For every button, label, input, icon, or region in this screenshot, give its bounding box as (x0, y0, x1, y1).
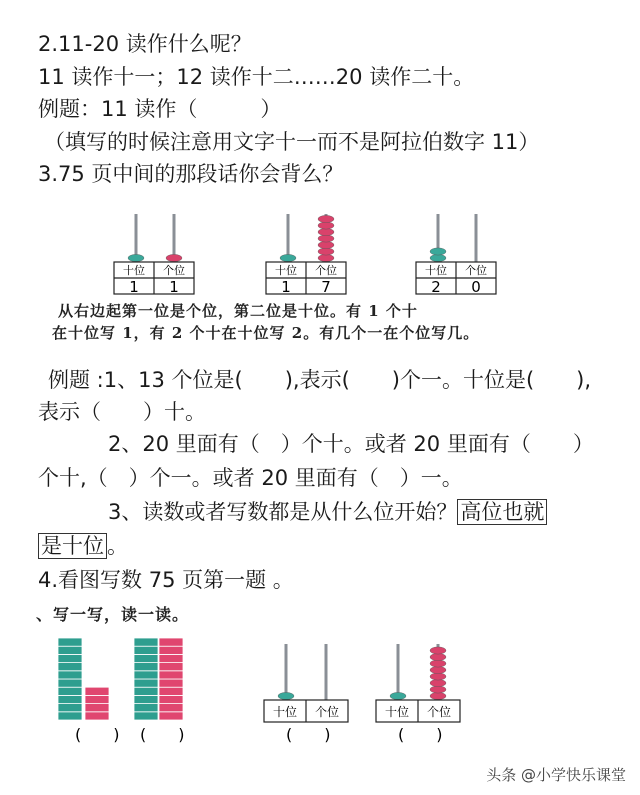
abacus-figure-4 (376, 644, 460, 744)
abacus-figure-3-tens-beads (278, 692, 294, 699)
unit-block (58, 663, 82, 671)
line-question-2: 2.11-20 读作什么呢？ (38, 32, 252, 56)
abacus-figure-3-answer: ( ) (286, 725, 331, 744)
abacus-figure-3 (264, 644, 348, 744)
example-3-period: 。 (107, 534, 128, 558)
abacus-bead (390, 692, 406, 699)
unit-block (159, 638, 183, 646)
unit-block (134, 671, 158, 679)
abacus-11-label-tens: 十位 (123, 264, 145, 277)
abacus-20-digit-ones: 0 (471, 278, 481, 296)
unit-block (58, 695, 82, 703)
unit-block (58, 654, 82, 662)
abacus-17-ones-bead (318, 215, 334, 222)
abacus-bead (430, 660, 446, 667)
abacus-bead (430, 679, 446, 686)
unit-block (58, 704, 82, 712)
abacus-17-digit-ones: 7 (321, 278, 331, 296)
abacus-17-label-ones: 个位 (315, 264, 337, 277)
unit-block (159, 704, 183, 712)
abacus-11-tens-bead (128, 254, 144, 261)
abacus-caption-line-1: 从右边起第一位是个位，第二位是十位。有 1 个十 (58, 302, 418, 320)
unit-block (134, 654, 158, 662)
abacus-figure-3-label-ones: 个位 (314, 705, 340, 719)
unit-block (58, 687, 82, 695)
unit-block (134, 687, 158, 695)
example-1-line-1: 例题 :1、13 个位是( ),表示( )个一。十位是( ), (48, 368, 592, 392)
abacus-17-ones-bead (318, 222, 334, 229)
abacus-11-digit-ones: 1 (169, 278, 179, 296)
abacus-17-ones-bead (318, 235, 334, 242)
blocks-figure-1-answer: ( ) (75, 725, 120, 744)
example-3-line-2 (38, 532, 128, 560)
abacus-bead (430, 692, 446, 699)
abacus-11-digit-tens: 1 (129, 278, 139, 296)
example-2-line-1: 2、20 里面有（ ）个十。或者 20 里面有（ ） (108, 432, 594, 456)
unit-block (159, 695, 183, 703)
abacus-bead (430, 673, 446, 680)
abacus-20 (416, 214, 496, 296)
unit-block (58, 638, 82, 646)
watermark: 头条 @小学快乐课堂 (486, 766, 626, 784)
abacus-bead (430, 686, 446, 693)
abacus-17-tens-beads (280, 254, 296, 261)
abacus-figure-4-label-ones: 个位 (426, 705, 452, 719)
blocks-figure-2-tens (134, 638, 158, 720)
abacus-11-ones-bead (166, 254, 182, 261)
abacus-20-digit-tens: 2 (431, 278, 441, 296)
example-3-question: 3、读数或者写数都是从什么位开始？ (108, 500, 458, 524)
abacus-20-tens-beads (430, 248, 446, 262)
blocks-figure-2-answer: ( ) (140, 725, 185, 744)
unit-block (134, 663, 158, 671)
abacus-caption-line-2: 在十位写 1，有 2 个十在十位写 2。有几个一在个位写几。 (52, 324, 480, 342)
blocks-figure-1-tens (58, 638, 82, 720)
abacus-20-tens-bead (430, 248, 446, 255)
unit-block (85, 687, 109, 695)
unit-block (134, 679, 158, 687)
unit-block (159, 687, 183, 695)
section-4-title: 4.看图写数 75 页第一题 。 (38, 568, 294, 592)
abacus-17-tens-bead (280, 254, 296, 261)
abacus-figure-4-label-tens: 十位 (384, 705, 410, 719)
abacus-11-ones-beads (166, 254, 182, 261)
line-note: （填写的时候注意用文字十一而不是阿拉伯数字 11） (44, 130, 540, 154)
abacus-11-tens-beads (128, 254, 144, 261)
unit-block (85, 704, 109, 712)
abacus-17-ones-bead (318, 254, 334, 261)
unit-block (134, 695, 158, 703)
abacus-figure-4-tens-beads (390, 692, 406, 699)
unit-block (85, 712, 109, 720)
unit-block (159, 663, 183, 671)
unit-block (134, 704, 158, 712)
example-3-line-1 (108, 498, 547, 526)
example-3-answer-box-a: 高位也就 (457, 499, 547, 525)
abacus-bead (430, 666, 446, 673)
section-4-figures (40, 628, 480, 753)
abacus-bead (278, 692, 294, 699)
unit-block (159, 679, 183, 687)
abacus-17-digit-tens: 1 (281, 278, 291, 296)
unit-block (134, 646, 158, 654)
abacus-17-label-tens: 十位 (275, 264, 297, 277)
unit-block (134, 712, 158, 720)
abacus-20-tens-bead (430, 254, 446, 261)
unit-block (85, 695, 109, 703)
example-3-answer-box-b: 是十位 (38, 533, 107, 559)
blocks-figure-2 (134, 638, 185, 744)
abacus-20-label-tens: 十位 (425, 264, 447, 277)
abacus-17-ones-bead (318, 248, 334, 255)
blocks-figure-1 (58, 638, 120, 744)
abacus-17-ones-bead (318, 241, 334, 248)
abacus-figures-top (108, 198, 508, 298)
abacus-bead (430, 647, 446, 654)
unit-block (159, 646, 183, 654)
abacus-figure-4-ones-beads (430, 647, 446, 700)
example-1-line-2: 表示（ ）十。 (38, 400, 206, 424)
section-4-subtitle: 、写一写，读一读。 (36, 605, 190, 624)
unit-block (134, 638, 158, 646)
abacus-11 (114, 214, 194, 296)
abacus-17-ones-beads (318, 215, 334, 261)
line-question-3: 3.75 页中间的那段话你会背么？ (38, 162, 344, 186)
unit-block (159, 712, 183, 720)
unit-block (159, 671, 183, 679)
abacus-figure-4-answer: ( ) (398, 725, 443, 744)
blocks-figure-1-ones (85, 687, 109, 720)
abacus-11-label-ones: 个位 (163, 264, 185, 277)
line-reading-rule: 11 读作十一；12 读作十二……20 读作二十。 (38, 65, 475, 89)
unit-block (159, 654, 183, 662)
abacus-20-label-ones: 个位 (465, 264, 487, 277)
abacus-17 (266, 214, 346, 296)
abacus-figure-3-label-tens: 十位 (272, 705, 298, 719)
blocks-figure-2-ones (159, 638, 183, 720)
abacus-17-ones-bead (318, 228, 334, 235)
unit-block (58, 679, 82, 687)
line-example-11: 例题：11 读作（ ） (38, 97, 282, 121)
unit-block (58, 671, 82, 679)
abacus-bead (430, 653, 446, 660)
unit-block (58, 712, 82, 720)
example-2-line-2: 个十,（ ）个一。或者 20 里面有（ ）一。 (38, 466, 463, 490)
unit-block (58, 646, 82, 654)
